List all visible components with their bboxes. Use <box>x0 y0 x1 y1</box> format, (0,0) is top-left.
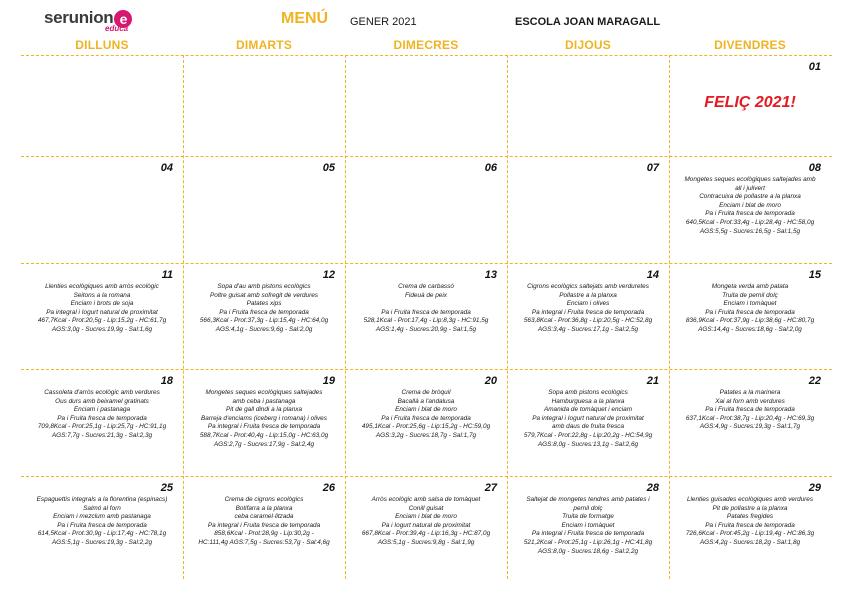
menu-line: AGS:4,2g - Sucres:18,2g - Sal:1,8g <box>699 538 801 546</box>
menu-line: 836,9Kcal - Prot:37,9g - Lip:38,6g - HC:80,7g <box>685 317 815 325</box>
menu-line: Mongetes seques ecològiques saltejades <box>205 389 323 396</box>
menu-calendar-grid <box>21 36 832 589</box>
day-number: 14 <box>646 269 659 281</box>
column-divider <box>183 55 184 579</box>
menu-line: Cigrons ecològics saltejats amb verduretes <box>527 283 649 290</box>
menu-line: Enciam i brots de soja <box>70 300 134 308</box>
menu-line: Pa integral i Iogurt natural de proximitat <box>46 308 158 316</box>
menu-line: amb ceba i pastanaga <box>232 397 296 405</box>
day-cell <box>185 478 343 584</box>
menu-text <box>673 283 827 335</box>
menu-line: 858,6Kcal - Prot:28,9g - Lip:30,2g - <box>214 530 314 538</box>
day-header-dimarts: DIMARTS <box>235 38 293 52</box>
menu-line: Mongetes seques ecològiques saltejades amb <box>684 176 816 183</box>
day-header-divendres: DIVENDRES <box>714 38 786 52</box>
menu-line: HC:111,4g AGS:7,5g - Sucres:53,7g - Sal:4,6g <box>198 538 330 546</box>
day-cell <box>671 478 829 584</box>
menu-line: Pa i Fruita fresca de temporada <box>705 521 795 529</box>
menu-text <box>511 283 665 335</box>
menu-text <box>187 283 341 335</box>
day-header-dimecres: DIMECRES <box>393 38 459 52</box>
day-cell <box>509 158 667 261</box>
menu-line: 588,7Kcal - Prot:40,4g - Lip:15,0g - HC:63,0g <box>199 431 329 439</box>
menu-line: Hamburguesa a la planxa <box>551 397 625 405</box>
row-divider <box>21 369 832 370</box>
day-cell <box>509 371 667 474</box>
menu-line: Pa integral i Fruita fresca de temporada <box>207 423 321 431</box>
menu-line: 528,1Kcal - Prot:17,4g - Lip:8,3g - HC:91,5g <box>363 317 489 325</box>
brand-subtitle: educa <box>105 24 129 33</box>
menu-line: AGS:8,0g - Sucres:18,6g - Sal:2,2g <box>537 547 639 555</box>
day-number: 25 <box>160 482 173 494</box>
menu-line: Enciam i olives <box>566 300 610 308</box>
menu-text <box>673 496 827 548</box>
menu-line: AGS:3,4g - Sucres:17,1g - Sal:2,5g <box>537 325 639 333</box>
menu-line: 640,5Kcal - Prot:33,4g - Lip:28,4g - HC:58,0g <box>685 218 815 226</box>
menu-line: Crema de cigrons ecològics <box>224 496 304 503</box>
menu-line: Enciam i tomàquet <box>561 521 615 529</box>
column-divider <box>669 55 670 579</box>
menu-line: Patates a la marinera <box>719 389 781 396</box>
menu-line: Enciam i blat de moro <box>395 513 457 521</box>
day-cell <box>509 57 667 154</box>
day-cell <box>23 371 181 474</box>
menu-line: AGS:5,1g - Sucres:19,3g - Sal:2,2g <box>51 538 153 546</box>
day-number: 18 <box>160 375 173 387</box>
menu-line: amb daus de fruita fresca <box>551 423 625 431</box>
column-divider <box>507 55 508 579</box>
menu-line: Barreja d'enciams (iceberg i romana) i olives <box>201 414 327 422</box>
day-number: 05 <box>322 162 335 174</box>
day-cell <box>347 158 505 261</box>
menu-line: Pa i Fruita fresca de temporada <box>57 521 147 529</box>
menu-line: Pa i Fruita fresca de temporada <box>705 406 795 414</box>
brand-name: serunion <box>44 8 114 27</box>
menu-line: Pa integral i Fruita fresca de temporada <box>207 521 321 529</box>
menu-line: AGS:3,2g - Sucres:18,7g - Sal:1,7g <box>375 431 477 439</box>
day-number: 08 <box>808 162 821 174</box>
menu-line: AGS:3,0g - Sucres:19,9g - Sal:1,6g <box>51 325 153 333</box>
month-label: GENER 2021 <box>350 16 417 28</box>
day-cell <box>671 371 829 474</box>
menu-line: 563,8Kcal - Prot:36,8g - Lip:20,5g - HC:52,8g <box>523 317 653 325</box>
menu-line: Enciam i tomàquet <box>723 300 777 308</box>
day-number: 13 <box>484 269 497 281</box>
menu-line: Pollastre a la planxa <box>559 291 617 299</box>
menu-line: AGS:7,7g - Sucres:21,3g - Sal:2,3g <box>51 431 153 439</box>
day-header-dijous: DIJOUS <box>565 38 611 52</box>
day-number: 12 <box>322 269 335 281</box>
menu-line: Enciam i mezclum amb pastanaga <box>53 513 151 521</box>
day-cell <box>347 57 505 154</box>
day-cell <box>23 265 181 367</box>
menu-line: Poltre guisat amb sofregit de verdures <box>210 291 318 299</box>
menu-line: Pit de gall dindi a la planxa <box>225 406 303 414</box>
menu-text <box>511 496 665 556</box>
menu-line: Pa integral i Fruita fresca de temporada <box>531 308 645 316</box>
day-number: 20 <box>484 375 497 387</box>
menu-line: Bacallà a l'andalusa <box>397 397 455 405</box>
menu-text <box>25 389 179 441</box>
menu-line: AGS:4,1g - Sucres:9,6g - Sal:2,0g <box>215 325 313 333</box>
menu-line: Espaguettis integrals a la florentina (espinacs) <box>36 496 168 503</box>
menu-line: Crema de carbassó <box>398 283 454 290</box>
menu-line: AGS:14,4g - Sucres:18,6g - Sal:2,0g <box>698 325 802 333</box>
day-cell <box>671 265 829 367</box>
menu-line: 709,8Kcal - Prot:25,1g - Lip:25,7g - HC:91,1g <box>37 423 167 431</box>
menu-line: 521,2Kcal - Prot:25,1g - Lip:26,1g - HC:41,8g <box>523 538 653 546</box>
day-cell <box>23 478 181 584</box>
menu-text <box>187 389 341 449</box>
menu-line: Conill guisat <box>408 504 444 512</box>
menu-line: ceba caramel·litzada <box>234 513 294 521</box>
menu-line: Pa i Fruita fresca de temporada <box>381 308 471 316</box>
menu-line: Xai al forn amb verdures <box>715 397 785 405</box>
day-cell <box>671 158 829 261</box>
day-number: 06 <box>484 162 497 174</box>
day-cell <box>347 478 505 584</box>
row-divider <box>21 55 832 56</box>
menu-line: Pa i Fruita fresca de temporada <box>381 414 471 422</box>
menu-line: 667,8Kcal - Prot:39,4g - Lip:16,3g - HC:87,0g <box>361 530 491 538</box>
day-cell <box>23 158 181 261</box>
menu-line: AGS:8,0g - Sucres:13,1g - Sal:2,6g <box>537 440 639 448</box>
day-cell <box>185 158 343 261</box>
menu-line: Arròs ecològic amb salsa de tomàquet <box>371 496 481 503</box>
day-number: 15 <box>808 269 821 281</box>
menu-line: Patates xips <box>246 300 282 308</box>
menu-line: 495,1Kcal - Prot:25,6g - Lip:15,2g - HC:59,0g <box>361 423 491 431</box>
menu-line: Enciam i blat de moro <box>719 201 781 209</box>
day-cell <box>185 371 343 474</box>
menu-line: Llenties guisades ecològiques amb verdures <box>686 496 814 503</box>
school-name: ESCOLA JOAN MARAGALL <box>515 16 661 28</box>
menu-line: Pa integral i Iogurt natural de proximitat <box>532 414 644 422</box>
menu-line: 467,7Kcal - Prot:20,5g - Lip:15,2g - HC:61,7g <box>37 317 167 325</box>
day-number: 29 <box>808 482 821 494</box>
column-divider <box>345 55 346 579</box>
day-number: 01 <box>808 61 821 73</box>
menu-line: 579,7Kcal - Prot:22,8g - Lip:20,2g - HC:54,9g <box>523 431 653 439</box>
day-number: 26 <box>322 482 335 494</box>
day-cell <box>347 265 505 367</box>
menu-line: Truita de pernil dolç <box>722 291 778 299</box>
day-cell <box>185 265 343 367</box>
menu-line: Enciam i blat de moro <box>395 406 457 414</box>
menu-line: Pa i Fruita fresca de temporada <box>219 308 309 316</box>
menu-line: Pa i Iogurt natural de proximitat <box>381 521 471 529</box>
row-divider <box>21 476 832 477</box>
menu-line: Pit de pollastre a la planxa <box>712 504 788 512</box>
day-header-dilluns: DILLUNS <box>75 38 129 52</box>
menu-line: Ous durs amb beixamel gratinats <box>55 397 149 405</box>
menu-line: AGS:5,5g - Sucres:16,5g - Sal:1,5g <box>699 227 801 235</box>
menu-line: Pa i Fruita fresca de temporada <box>705 210 795 218</box>
menu-text <box>349 283 503 335</box>
menu-text <box>511 389 665 449</box>
menu-text <box>349 389 503 441</box>
day-number: 07 <box>646 162 659 174</box>
row-divider <box>21 263 832 264</box>
menu-line: Seitons a la romana <box>73 291 131 299</box>
menu-line: Cassoleta d'arròs ecològic amb verdures <box>44 389 160 396</box>
menu-line: Mongeta verda amb patata <box>711 283 789 290</box>
menu-line: Llenties ecològiques amb arròs ecològic <box>45 283 159 290</box>
brand-mark-icon: e <box>114 10 132 28</box>
menu-line: 726,6Kcal - Prot:45,2g - Lip:19,4g - HC:86,3g <box>685 530 815 538</box>
day-number: 04 <box>160 162 173 174</box>
menu-line: Truita de formatge <box>562 513 614 521</box>
menu-line: Contracuixa de pollastre a la planxa <box>699 193 801 201</box>
menu-text <box>25 283 179 335</box>
menu-text <box>25 496 179 548</box>
menu-line: 566,3Kcal - Prot:37,3g - Lip:15,4g - HC:64,0g <box>199 317 329 325</box>
menu-line <box>349 300 503 309</box>
menu-text <box>673 389 827 432</box>
day-cell <box>185 57 343 154</box>
menu-line: Amanida de tomàquet i enciam <box>543 406 633 414</box>
menu-text <box>349 496 503 548</box>
day-number: 11 <box>161 269 173 281</box>
day-number: 21 <box>646 375 659 387</box>
menu-line: all i julivert <box>735 184 765 192</box>
row-divider <box>21 156 832 157</box>
menu-line: Salmó al forn <box>83 504 121 512</box>
menu-line: Sopa amb pistons ecològics <box>548 389 628 396</box>
menu-line: Pa i Fruita fresca de temporada <box>57 414 147 422</box>
menu-line: Crema de bròquil <box>401 389 451 396</box>
menu-title: MENÚ <box>281 10 329 27</box>
day-number: 27 <box>484 482 497 494</box>
menu-line: pernil dolç <box>573 504 603 512</box>
menu-line: Pa i Fruita fresca de temporada <box>705 308 795 316</box>
day-cell <box>671 57 829 154</box>
day-cell <box>509 478 667 584</box>
day-cell <box>23 57 181 154</box>
menu-line: Saltejat de mongetes tendres amb patates i <box>526 496 650 503</box>
day-number: 19 <box>322 375 335 387</box>
menu-line: Pa integral i Fruita fresca de temporada <box>531 530 645 538</box>
menu-line: 614,5Kcal - Prot:30,9g - Lip:17,4g - HC:78,1g <box>37 530 167 538</box>
menu-line: Fideuà de peix <box>405 291 447 299</box>
day-number: 28 <box>646 482 659 494</box>
menu-text <box>673 176 827 236</box>
day-cell <box>347 371 505 474</box>
day-cell <box>509 265 667 367</box>
menu-text <box>187 496 341 548</box>
menu-line: Sopa d'au amb pistons ecològics <box>217 283 311 290</box>
menu-line: 637,1Kcal - Prot:38,7g - Lip:20,4g - HC:69,3g <box>685 414 815 422</box>
menu-line: AGS:1,4g - Sucres:20,9g - Sal:1,5g <box>375 325 477 333</box>
menu-line: AGS:2,7g - Sucres:17,9g - Sal:2,4g <box>213 440 315 448</box>
menu-line: Enciam i pastanaga <box>73 406 131 414</box>
day-number: 22 <box>808 375 821 387</box>
menu-line: Botifarra a la planxa <box>235 504 293 512</box>
menu-line: AGS:4,9g - Sucres:19,3g - Sal:1,7g <box>699 423 801 431</box>
menu-line: Patates fregides <box>726 513 774 521</box>
holiday-greeting: FELIÇ 2021! <box>704 94 796 111</box>
menu-line: AGS:5,1g - Sucres:9,8g - Sal:1,9g <box>377 538 475 546</box>
header <box>0 0 844 36</box>
